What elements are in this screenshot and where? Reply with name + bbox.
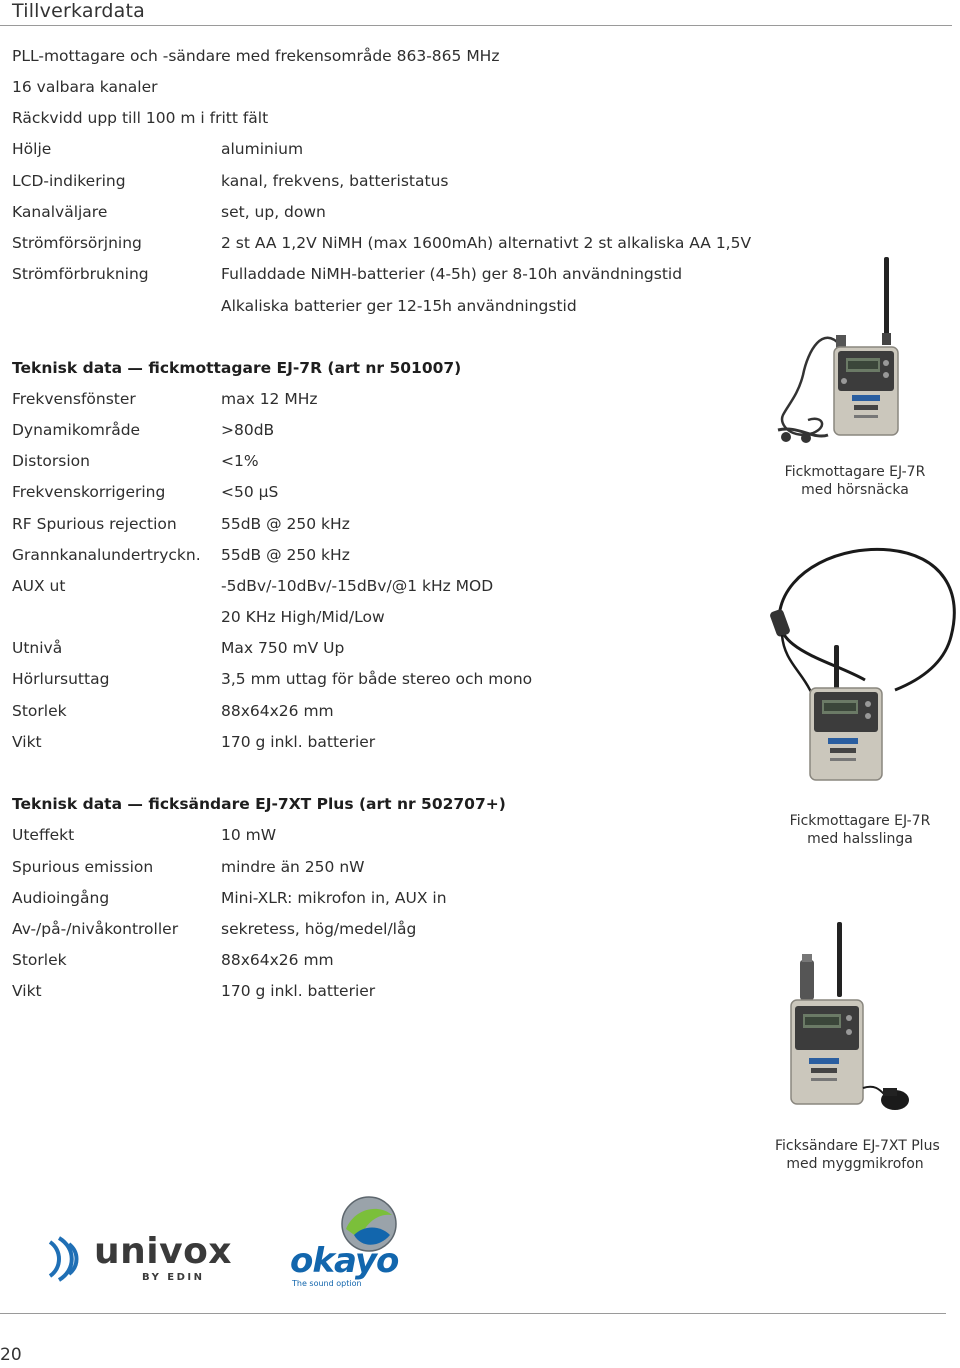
intro-line: 16 valbara kanaler [12,78,158,96]
spec-row [12,482,752,502]
spec-row [12,420,752,440]
spec-value: 170 g inkl. batterier [221,982,376,1000]
spec-key: Storlek [12,951,67,969]
spec-key: Distorsion [12,452,90,470]
spec-value: set, up, down [221,203,326,221]
spec-row [12,857,752,877]
spec-key: Dynamikområde [12,421,141,439]
spec-key: Storlek [12,702,67,720]
spec-row [12,296,752,316]
spec-row [12,233,752,253]
spec-row [12,607,752,627]
univox-wordmark: univox [94,1231,233,1272]
univox-wave-icon [46,1236,90,1282]
spec-value: max 12 MHz [221,390,318,408]
spec-key: Spurious emission [12,858,154,876]
transmitter-lapel-image [785,920,920,1110]
spec-row [12,732,752,752]
spec-row [12,389,752,409]
intro-line: PLL-mottagare och -sändare med frekensområde 863-865 MHz [12,47,500,65]
spec-row [12,514,752,534]
spec-key: AUX ut [12,577,66,595]
receiver-earpiece-image [768,255,908,455]
intro-line: Räckvidd upp till 100 m i fritt fält [12,109,269,127]
spec-row [12,638,752,658]
spec-value: -5dBv/-10dBv/-15dBv/@1 kHz MOD [221,577,494,595]
spec-value: sekretess, hög/medel/låg [221,920,417,938]
spec-row [12,264,752,284]
spec-row [12,576,752,596]
spec-key: Vikt [12,982,42,1000]
spec-key: Hörlursuttag [12,670,110,688]
spec-key: Hölje [12,140,52,158]
footer-rule [0,1313,946,1314]
spec-row [12,139,752,159]
spec-key: Utnivå [12,639,63,657]
spec-value: 20 KHz High/Mid/Low [221,608,385,626]
spec-value: Alkaliska batterier ger 12-15h användningstid [221,297,577,315]
spec-key: Av-/på-/nivåkontroller [12,920,179,938]
spec-value: <50 µS [221,483,279,501]
spec-key: RF Spurious rejection [12,515,177,533]
univox-logo [46,1231,233,1287]
spec-value: Fulladdade NiMH-batterier (4-5h) ger 8-10h användningstid [221,265,683,283]
receiver-section-title: Teknisk data — fickmottagare EJ-7R (art nr 501007) [12,359,462,377]
okayo-logo [288,1195,448,1290]
okayo-tagline: The sound option [292,1279,362,1288]
spec-key: Frekvenskorrigering [12,483,166,501]
spec-value: Mini-XLR: mikrofon in, AUX in [221,889,447,907]
receiver-neckloop-image [770,540,960,785]
spec-key: Grannkanalundertryckn. [12,546,201,564]
spec-value: 88x64x26 mm [221,702,334,720]
spec-row [12,825,752,845]
spec-row [12,545,752,565]
spec-value: 170 g inkl. batterier [221,733,376,751]
spec-key: Vikt [12,733,42,751]
spec-value: 88x64x26 mm [221,951,334,969]
spec-row [12,171,752,191]
caption-line-1: Ficksändare EJ-7XT Plus [775,1138,940,1154]
spec-row [12,451,752,471]
product-caption [780,463,930,499]
caption-line-2: med halsslinga [807,831,913,847]
spec-row [12,669,752,689]
spec-key: Uteffekt [12,826,75,844]
spec-row [12,701,752,721]
spec-value: 2 st AA 1,2V NiMH (max 1600mAh) alternativt 2 st alkaliska AA 1,5V [221,234,752,252]
caption-line-1: Fickmottagare EJ-7R [789,813,931,829]
product-caption [775,1137,940,1173]
spec-row [12,981,752,1001]
spec-row [12,888,752,908]
okayo-wordmark: okayo [290,1241,399,1281]
spec-key: Kanalväljare [12,203,108,221]
spec-key: Strömförbrukning [12,265,149,283]
spec-key: Audioingång [12,889,110,907]
caption-line-2: med myggmikrofon [786,1156,924,1172]
spec-value: 3,5 mm uttag för både stereo och mono [221,670,533,688]
spec-row [12,202,752,222]
caption-line-1: Fickmottagare EJ-7R [784,464,926,480]
page-title: Tillverkardata [12,0,145,22]
univox-byline: BY EDIN [142,1272,205,1283]
spec-value: kanal, frekvens, batteristatus [221,172,449,190]
spec-value: <1% [221,452,259,470]
transmitter-section-title: Teknisk data — ficksändare EJ-7XT Plus (art nr 502707+) [12,795,506,813]
spec-key: Strömförsörjning [12,234,142,252]
spec-value: 55dB @ 250 kHz [221,546,350,564]
spec-value: aluminium [221,140,304,158]
product-caption [785,812,935,848]
spec-row [12,919,752,939]
spec-value: >80dB [221,421,275,439]
spec-value: Max 750 mV Up [221,639,345,657]
caption-line-2: med hörsnäcka [801,482,909,498]
spec-row [12,950,752,970]
spec-value: 10 mW [221,826,277,844]
spec-key: LCD-indikering [12,172,126,190]
spec-value: 55dB @ 250 kHz [221,515,350,533]
spec-key: Frekvensfönster [12,390,136,408]
header-rule [0,25,952,26]
spec-value: mindre än 250 nW [221,858,365,876]
page-number: 20 [0,1345,22,1365]
